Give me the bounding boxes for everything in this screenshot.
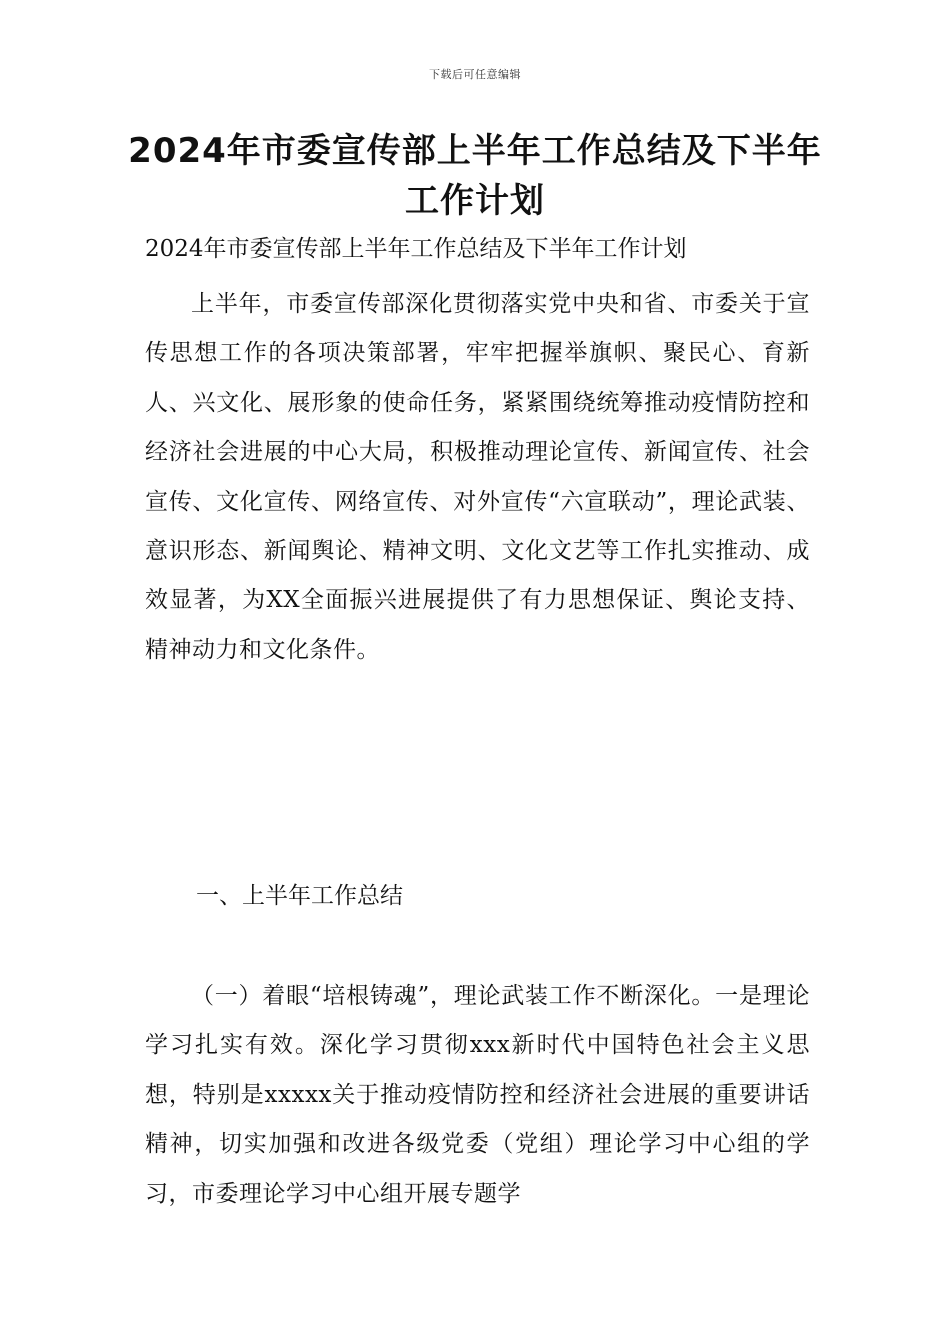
document-title: 2024年市委宣传部上半年工作总结及下半年工作计划 [128, 131, 822, 221]
section-paragraph: （一）着眼“培根铸魂”，理论武装工作不断深化。一是理论学习扎实有效。深化学习贯彻xxx新时代中国特色社会主义思想，特别是xxxxx关于推动疫情防控和经济社会进展的重要讲话精神，切实加强和改进各级党委（党组）理论学习中心组的学习，市委理论学习中心组开展专题学 [145, 983, 810, 1207]
document-subtitle: 2024年市委宣传部上半年工作总结及下半年工作计划 [145, 236, 687, 262]
intro-paragraph: 上半年，市委宣传部深化贯彻落实党中央和省、市委关于宣传思想工作的各项决策部署，牢牢把握举旗帜、聚民心、育新人、兴文化、展形象的使命任务，紧紧围绕统筹推动疫情防控和经济社会进展的中心大局，积极推动理论宣传、新闻宣传、社会宣传、文化宣传、网络宣传、对外宣传“六宣联动”，理论武装、意识形态、新闻舆论、精神文明、文化文艺等工作扎实推动、成效显著，为XX全面振兴进展提供了有力思想保证、舆论支持、精神动力和文化条件。 [145, 291, 810, 663]
header-note: 下载后可任意编辑 [429, 68, 521, 81]
section-heading: 一、上半年工作总结 [196, 883, 403, 909]
